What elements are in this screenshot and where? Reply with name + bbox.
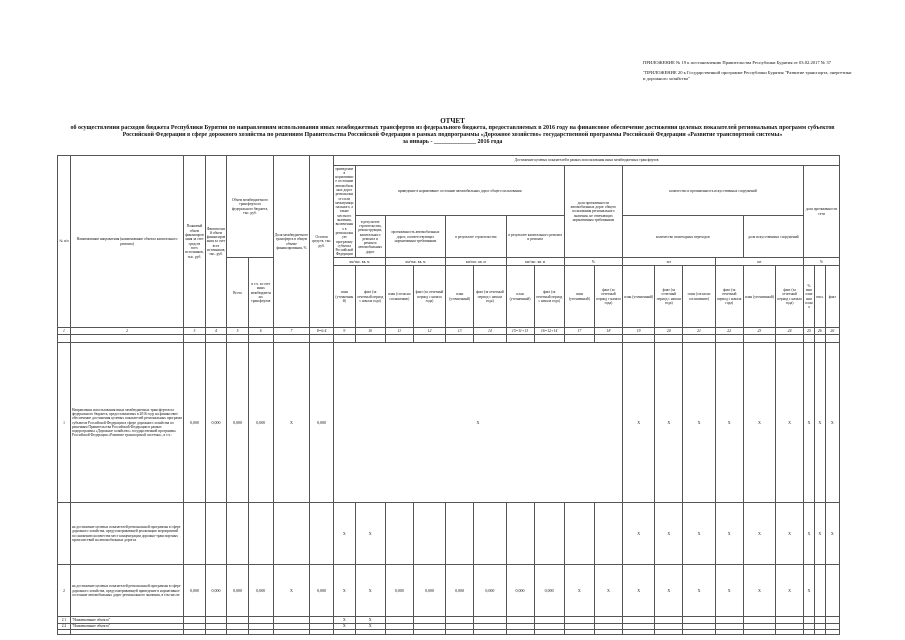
- colnum: 6: [248, 328, 273, 335]
- colnum: 15=11+13: [506, 328, 534, 335]
- sub-fact-8: факт (за отчетный период с начала года): [776, 266, 804, 328]
- cell: X: [804, 343, 815, 503]
- cell: 0,000: [248, 565, 273, 617]
- cell: 0,000: [413, 565, 445, 617]
- cell: X: [825, 503, 839, 565]
- cell: X: [814, 343, 825, 503]
- table-row: [58, 503, 840, 565]
- cell: 0,000: [506, 565, 534, 617]
- th-g3: количество и протяженность искусственных сооружений: [622, 166, 803, 216]
- colnum: 19: [622, 328, 654, 335]
- th-g2: доля протяженности автомобильных дорог общего пользования регионального значения, не отвечающих нормативным требованиям: [564, 166, 622, 258]
- th-g1c: протяженность автомобильных дорог, соответствующих нормативным требованиям: [385, 216, 445, 258]
- cell: X: [355, 617, 385, 623]
- colnum: 1: [58, 328, 71, 335]
- th-g4: доля искусственных сооружений: [743, 216, 803, 258]
- cell: 0,000: [385, 565, 413, 617]
- colnum: 17: [564, 328, 594, 335]
- cell: X: [334, 623, 356, 629]
- colnum: 14: [474, 328, 506, 335]
- unit-6: шт: [622, 258, 715, 266]
- report-table: [57, 155, 840, 635]
- cell: X: [273, 565, 310, 617]
- row-num: 2.1: [58, 617, 71, 623]
- cell: X: [334, 503, 356, 565]
- colnum: 23: [743, 328, 775, 335]
- colnum: 5: [227, 328, 249, 335]
- sub-fact-6: факт (за отчетный период с начала года): [655, 266, 683, 328]
- th-g1b: в результате строительства, реконструкции, капитального ремонта и ремонта автомобильных дорог: [355, 216, 385, 258]
- colnum: 2: [70, 328, 183, 335]
- cell: 0,000: [227, 343, 249, 503]
- th-g1: приведение в нормативное состояние автомобильных дорог регионального или межмуниципального, а также местного значения, включенных в региональную программу субъекта Российской Федерации: [335, 166, 354, 257]
- row-num: 2: [58, 565, 71, 617]
- th-limit: Плановый объем финансирования за счет средств всех источников, тыс. руб.: [184, 156, 206, 328]
- unit-7: шт: [715, 258, 803, 266]
- cell: X: [683, 343, 715, 503]
- cell: 0,000: [474, 565, 506, 617]
- sub-fact-5: факт (за отчетный период с начала года): [594, 266, 622, 328]
- cell: 0,000: [205, 565, 227, 617]
- cell: 0,000: [184, 565, 206, 617]
- cell: 0,000: [248, 343, 273, 503]
- cell: X: [355, 565, 385, 617]
- cell: X: [804, 565, 815, 617]
- title-body: об осуществлении расходов бюджета Республики Бурятия по направлениям использования иных межбюджетных трансфертов из федерального бюджета, предоставляемых в 2016 году на финансовое обеспечение достижения целевых показателей региональных программ субъектов Российской Федерации в сфере дорожного хозяйства по решениям Правительства Российской Федерации в рамках подпрограммы «Дорожное хозяйство» государственной программы Российской Федерации «Развитие транспортной системы»: [70, 125, 835, 138]
- th-share: Доля межбюджетного трансферта в общем объеме финансирования, %: [273, 156, 310, 328]
- cell: X: [814, 503, 825, 565]
- row-num: 2.2: [58, 623, 71, 629]
- colnum: 3: [184, 328, 206, 335]
- cell: X: [776, 565, 804, 617]
- column-numbers-row: [58, 328, 840, 335]
- colnum: 11: [385, 328, 413, 335]
- row-name: на достижение целевых показателей региональной программы в сфере дорожного хозяйства, предусматривающей приведение в нормативное состояние автомобильных дорог регионального значения, в том числе:: [70, 565, 183, 617]
- cell: X: [715, 343, 743, 503]
- colnum: 18: [594, 328, 622, 335]
- th-num: № п/п: [58, 156, 71, 328]
- th-fact: Фактический объем финансирования за счет всех источников, тыс. руб.: [205, 156, 227, 328]
- sub-fact-3: факт (за отчетный период с начала года): [474, 266, 506, 328]
- merged-cell: X: [334, 343, 623, 503]
- cell: 0,000: [310, 343, 334, 503]
- th-g6: доля протяженности сети: [804, 166, 840, 258]
- sub-fact-4: факт (за отчетный период с начала года): [534, 266, 564, 328]
- cell: X: [622, 565, 654, 617]
- cell: X: [683, 503, 715, 565]
- row-name: "Наименование объекта": [70, 623, 183, 629]
- cell: X: [594, 565, 622, 617]
- unit-3: км/тыс. кв. м: [446, 258, 506, 266]
- colnum: 12: [413, 328, 445, 335]
- sub-otkl: откл.: [814, 266, 825, 328]
- cell: X: [683, 565, 715, 617]
- unit-4: км/тыс. кв. м: [506, 258, 564, 266]
- cell: X: [776, 503, 804, 565]
- appendix-note: [643, 60, 853, 86]
- sub-plan-3: план (уточненный): [446, 266, 474, 328]
- sub-plan-8: план (уточненный): [743, 266, 775, 328]
- cell: X: [622, 343, 654, 503]
- cell: X: [715, 503, 743, 565]
- colnum: 21: [683, 328, 715, 335]
- row-name: на достижение целевых показателей региональной программы в сфере дорожного хозяйства, предусматривающей реализацию мероприятий по снижению количества мест концентрации дорожно-транспортных происшествий на автомобильных дорогах: [70, 503, 183, 565]
- cell: X: [334, 617, 356, 623]
- cell: X: [655, 503, 683, 565]
- th-g1d: в результате строительства: [446, 216, 506, 258]
- sub-fact-7: факт (за отчетный период с начала года): [715, 266, 743, 328]
- header-row-1: [58, 156, 840, 166]
- appendix-line-1: ПРИЛОЖЕНИЕ № 19 к постановлению Правительства Республики Бурятия от 03.02.2017 № 37: [643, 60, 831, 65]
- row-num: 1: [58, 343, 71, 503]
- cell: 0,000: [184, 343, 206, 503]
- sub-plan-2: план (согласно соглашению): [385, 266, 413, 328]
- th-incl: в т.ч. за счет иных межбюджетных трансфертов: [248, 258, 273, 328]
- th-g1a: приведение в нормативное состояние автомобильных дорог общего пользования: [355, 166, 564, 216]
- cell: X: [743, 503, 775, 565]
- sub-plan-7: план (согласно соглашению): [683, 266, 715, 328]
- cell: X: [804, 503, 815, 565]
- report-title: [60, 118, 845, 146]
- row-num: [58, 503, 71, 565]
- appendix-line-2: "ПРИЛОЖЕНИЕ 20 к Государственной программе Республики Бурятия "Развитие транспорта, энергетики и дорожного хозяйства": [643, 70, 852, 81]
- cell: 0,000: [227, 565, 249, 617]
- sub-plan-5: план (уточненный): [564, 266, 594, 328]
- colnum: 16=12+14: [534, 328, 564, 335]
- colnum: 10: [355, 328, 385, 335]
- table-row: [58, 629, 840, 634]
- colnum: 13: [446, 328, 474, 335]
- cell: X: [564, 565, 594, 617]
- row-name: "Наименование объекта": [70, 617, 183, 623]
- sub-fact-1: факт (за отчетный период с начала года): [355, 266, 385, 328]
- sub-fact-9: факт: [825, 266, 839, 328]
- cell: 0,000: [205, 343, 227, 503]
- unit-1: км/тыс. кв. м: [334, 258, 386, 266]
- cell: X: [334, 565, 356, 617]
- colnum: 20: [655, 328, 683, 335]
- table-row: [58, 565, 840, 617]
- cell: X: [743, 343, 775, 503]
- th-total: Всего: [227, 258, 249, 328]
- th-g5: количество пешеходных переходов: [622, 216, 743, 258]
- th-remain: Остаток средств, тыс. руб.: [310, 156, 334, 328]
- sub-plan-6: план (уточненный): [622, 266, 654, 328]
- sub-plan-1: план (уточненный): [334, 266, 356, 328]
- colnum: 26: [814, 328, 825, 335]
- cell: 0,000: [310, 565, 334, 617]
- colnum: 26: [825, 328, 839, 335]
- colnum: 25: [804, 328, 815, 335]
- cell: X: [355, 623, 385, 629]
- cell: X: [655, 565, 683, 617]
- unit-5: %: [564, 258, 622, 266]
- th-g1f: в результате капитального ремонта и ремонта: [506, 216, 564, 258]
- table-row: [58, 343, 840, 503]
- th-name: Наименование направления (наименование объекта капитального ремонта): [70, 156, 183, 328]
- sub-fact-2: факт (за отчетный период с начала года): [413, 266, 445, 328]
- cell: X: [743, 565, 775, 617]
- colnum: 9: [334, 328, 356, 335]
- title-date: за январь - ______________ 2016 года: [402, 139, 503, 145]
- cell: X: [355, 503, 385, 565]
- row-name: Направления использования иных межбюджетных трансфертов из федерального бюджета, предоставляемых в 2016 году на финансовое обеспечение достижения целевых показателей региональных программ субъектов Российской Федерации в сфере дорожного хозяйства по решениям Правительства Российской Федерации в рамках подпрограммы «Дорожное хозяйство» государственной программы Российской Федерации «Развитие транспортной системы», в т.ч.:: [70, 343, 183, 503]
- sub-plan-4: план (уточненный): [506, 266, 534, 328]
- colnum: 8=6:4: [310, 328, 334, 335]
- colnum: 22: [715, 328, 743, 335]
- colnum: 24: [776, 328, 804, 335]
- cell: 0,000: [534, 565, 564, 617]
- cell: 0,000: [446, 565, 474, 617]
- sub-achieve: % выполнения плана: [804, 266, 815, 328]
- cell: X: [622, 503, 654, 565]
- colnum: 7: [273, 328, 310, 335]
- unit-8: %: [804, 258, 840, 266]
- cell: X: [776, 343, 804, 503]
- cell: X: [825, 343, 839, 503]
- cell: X: [273, 343, 310, 503]
- cell: X: [715, 565, 743, 617]
- unit-2: км/тыс. кв. м: [385, 258, 445, 266]
- colnum: 4: [205, 328, 227, 335]
- title-main: ОТЧЕТ: [440, 117, 465, 125]
- cell: X: [655, 343, 683, 503]
- th-top: Достижение целевых показателей в рамках использования иных межбюджетных трансфертов: [334, 156, 840, 166]
- spacer-row: [58, 335, 840, 343]
- th-transfer: Объем межбюджетного трансферта из федерального бюджета, тыс. руб.: [227, 156, 273, 258]
